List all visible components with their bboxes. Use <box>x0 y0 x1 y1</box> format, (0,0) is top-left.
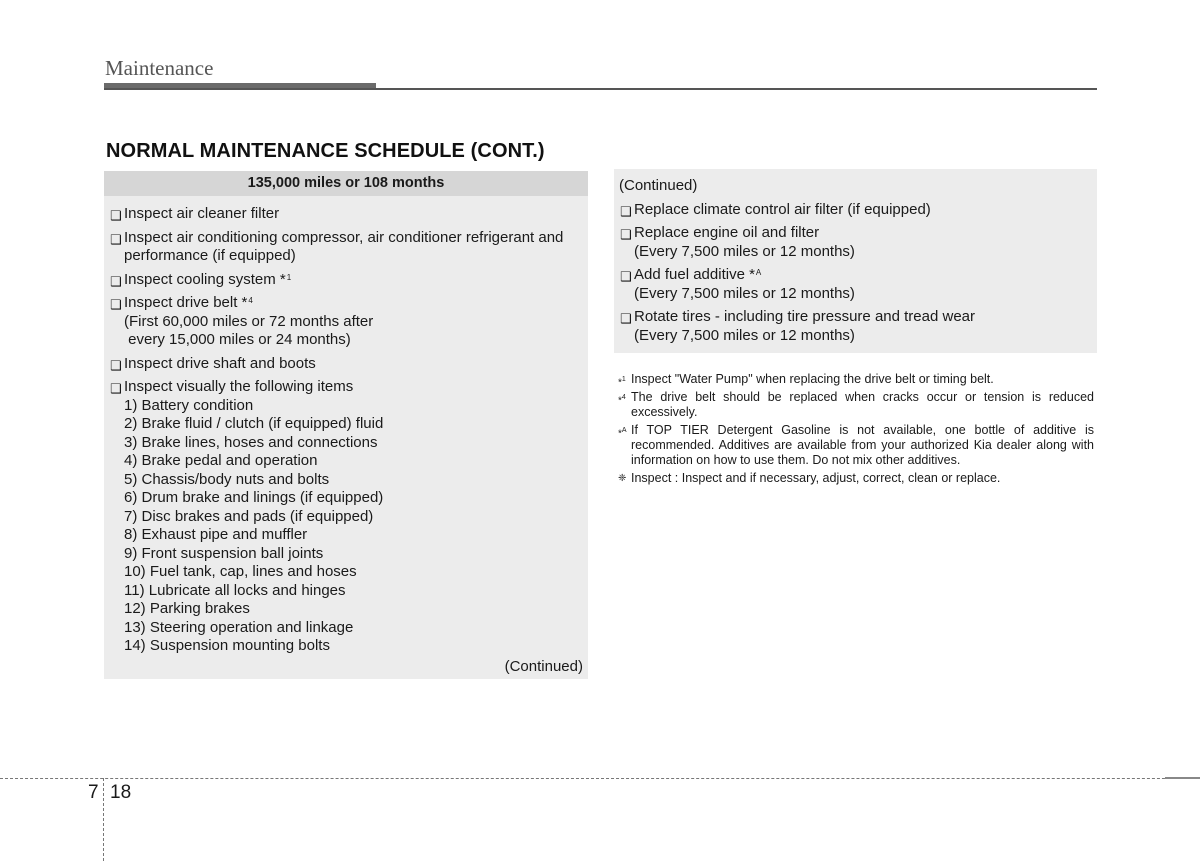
footnote-mark <box>618 471 626 486</box>
sub-item: 13) Steering operation and linkage <box>124 618 354 636</box>
sub-item: 1) Battery condition <box>124 396 254 414</box>
sub-item: 5) Chassis/body nuts and bolts <box>124 470 330 488</box>
footnote-mark-symbol: * <box>618 395 622 407</box>
checkbox-icon: ❑ <box>110 231 122 247</box>
sub-item: 14) Suspension mounting bolts <box>124 637 330 654</box>
footnote-text: If TOP TIER Detergent Gasoline is not available, one bottle of additive is recommended. Additives are available from your authorized Kia dealer along with information on how to use them. Do not mix other additives. <box>631 423 1094 467</box>
footnote-mark-symbol: * <box>618 428 622 440</box>
sub-item: 4) Brake pedal and operation <box>124 452 318 469</box>
footnote-mark-symbol: ❈ <box>618 473 627 484</box>
checklist-item <box>110 294 582 350</box>
sub-item: 8) Exhaust pipe and muffler <box>124 526 308 543</box>
footnote-item <box>618 372 1094 387</box>
item-text: Inspect drive belt * <box>124 294 248 311</box>
item-text: performance (if equipped) <box>124 247 296 264</box>
item-text: Replace engine oil and filter <box>634 224 820 241</box>
sub-item: every 15,000 miles or 24 months) <box>124 331 351 348</box>
footnote-item <box>618 423 1094 468</box>
checkbox-icon: ❑ <box>110 381 122 396</box>
footnote-mark-sup: 1 <box>621 376 626 383</box>
continued-label: (Continued) <box>619 177 698 194</box>
item-text: Rotate tires - including tire pressure and tread wear <box>634 308 976 325</box>
checkbox-icon: ❑ <box>620 203 632 219</box>
item-text: Inspect air cleaner filter <box>124 205 280 222</box>
sub-item: (First 60,000 miles or 72 months after <box>124 312 374 330</box>
header-rule-thin <box>104 88 1097 90</box>
page-title: NORMAL MAINTENANCE SCHEDULE (CONT.) <box>106 140 545 162</box>
footnote-text: Inspect : Inspect and if necessary, adjust, correct, clean or replace. <box>631 471 1001 485</box>
footnote-item <box>618 471 1094 486</box>
item-text: Inspect drive shaft and boots <box>124 354 316 372</box>
item-text: Inspect visually the following items <box>124 378 354 395</box>
checkbox-icon: ❑ <box>620 311 632 326</box>
item-text: Replace climate control air filter (if equipped) <box>634 200 931 218</box>
sub-item: 10) Fuel tank, cap, lines and hoses <box>124 563 357 580</box>
left-checklist <box>104 196 588 656</box>
sub-list <box>634 327 1091 346</box>
checklist-item <box>110 229 582 266</box>
sub-item: 9) Front suspension ball joints <box>124 544 324 562</box>
item-text: Inspect air conditioning compressor, air conditioner refrigerant and <box>124 228 564 246</box>
footnote-mark <box>618 423 627 441</box>
checklist-item <box>110 271 582 290</box>
right-checklist <box>614 201 1097 346</box>
footnote-ref: A <box>755 268 762 277</box>
sub-list <box>124 397 582 656</box>
footer-dashed-rule <box>0 778 1200 779</box>
page-number: 18 <box>110 782 132 803</box>
footnote-ref: 1 <box>286 272 292 282</box>
chapter-number: 7 <box>88 782 99 803</box>
footer-tick <box>1165 777 1200 779</box>
continued-label: (Continued) <box>504 657 583 675</box>
footer-dashed-divider <box>103 778 104 861</box>
footnote-text: The drive belt should be replaced when cracks occur or tension is reduced excessively. <box>631 390 1094 419</box>
checklist-item <box>110 355 582 374</box>
sub-item: (Every 7,500 miles or 12 months) <box>634 284 855 302</box>
checkbox-icon: ❑ <box>620 227 632 242</box>
footnote-item <box>618 390 1094 420</box>
checkbox-icon: ❑ <box>110 208 122 223</box>
left-schedule-panel <box>104 171 588 679</box>
checkbox-icon: ❑ <box>110 297 122 312</box>
sub-item: 6) Drum brake and linings (if equipped) <box>124 489 384 506</box>
sub-item: 3) Brake lines, hoses and connections <box>124 433 378 451</box>
checkbox-icon: ❑ <box>110 357 122 373</box>
item-text: Add fuel additive * <box>634 266 755 283</box>
footnote-text: Inspect "Water Pump" when replacing the drive belt or timing belt. <box>631 372 994 386</box>
sub-item: 2) Brake fluid / clutch (if equipped) fluid <box>124 415 384 432</box>
sub-list <box>124 313 582 350</box>
footnote-mark-sup: 4 <box>621 394 626 401</box>
footnote-mark-symbol: * <box>618 377 622 389</box>
checklist-item <box>110 205 582 224</box>
item-text: Inspect cooling system * <box>124 270 286 288</box>
sub-item: 7) Disc brakes and pads (if equipped) <box>124 507 374 525</box>
sub-item: 12) Parking brakes <box>124 600 250 617</box>
checkbox-icon: ❑ <box>110 273 122 289</box>
sub-list <box>634 285 1091 304</box>
sub-item: 11) Lubricate all locks and hinges <box>124 581 346 599</box>
section-header: Maintenance <box>105 56 214 80</box>
checklist-item <box>620 266 1091 303</box>
footnote-mark <box>618 390 626 408</box>
checklist-item <box>620 224 1091 261</box>
checkbox-icon: ❑ <box>620 269 632 284</box>
checklist-item <box>620 201 1091 220</box>
footnote-ref: 4 <box>248 296 253 305</box>
interval-heading: 135,000 miles or 108 months <box>104 171 588 196</box>
right-schedule-panel <box>614 169 1097 353</box>
footnotes <box>618 372 1094 489</box>
sub-item: (Every 7,500 miles or 12 months) <box>634 326 855 344</box>
checklist-item <box>620 308 1091 345</box>
footnote-mark-sup: A <box>621 427 627 434</box>
sub-item: (Every 7,500 miles or 12 months) <box>634 242 855 260</box>
sub-list <box>634 243 1091 262</box>
footnote-mark <box>618 372 626 390</box>
checklist-item <box>110 378 582 656</box>
